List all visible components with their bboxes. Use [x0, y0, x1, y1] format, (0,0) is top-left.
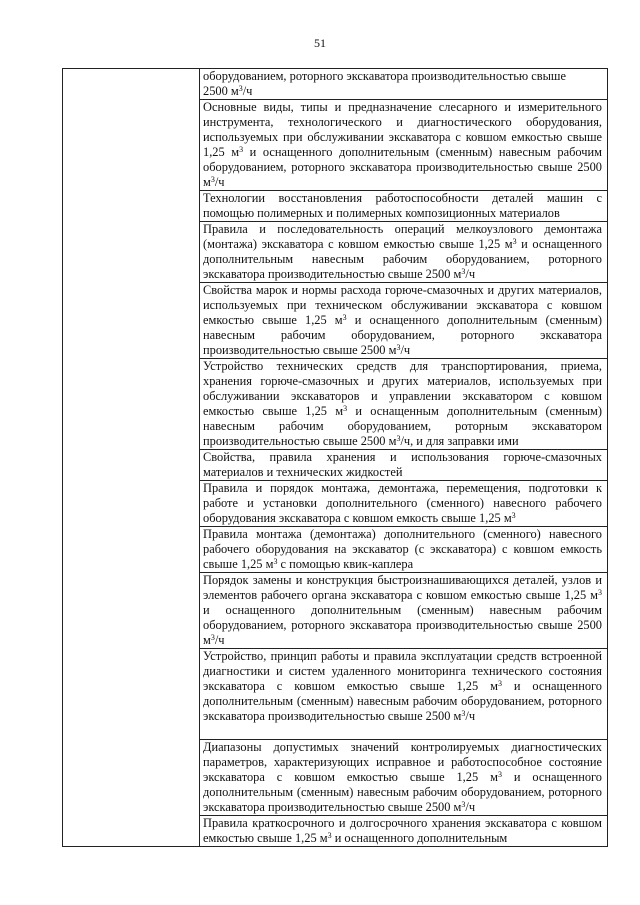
cell-line: 2500 $м^3/ч$ — [203, 83, 253, 98]
cell-line: оборудованием, роторного экскаватора производительностью свыше — [203, 69, 566, 83]
table-cell: Диапазоны допустимых значений контролируемых диагностических параметров, характеризующих исправное и работоспособное состояние экскаватора с ковшом емкостью свыше 1,25 $м^3$ и оснащенного дополнительным (сменным) навесным рабочим оборудованием, роторного экскаватора производительностью свыше 2500 $м^3/ч$ — [200, 740, 608, 816]
table-cell: Правила краткосрочного и долгосрочного хранения экскаватора с ковшом емкостью свыше 1,25 $м^3$ и оснащенного дополнительным — [200, 816, 608, 847]
table-cell: Свойства, правила хранения и использования горюче-смазочных материалов и технических жидкостей — [200, 450, 608, 481]
table-row — [63, 69, 608, 100]
table-cell: Устройство технических средств для транспортирования, приема, хранения горюче-смазочных и других материалов, используемых при обслуживании экскаваторов и управлении экскаватором с ковшом емкостью свыше 1,25 $м^3$ и оснащенным дополнительным (сменным) навесным рабочим оборудованием, роторным экскаватором производительностью свыше 2500 $м^3/ч$, и для заправки ими — [200, 359, 608, 450]
requirement-label-cell — [63, 69, 200, 847]
table-cell: Технологии восстановления работоспособности деталей машин с помощью полимерных и полимерных композиционных материалов — [200, 191, 608, 222]
table-cell — [200, 69, 608, 100]
table-cell: Основные виды, типы и предназначение слесарного и измерительного инструмента, технологического и диагностического оборудования, используемых при обслуживании экскаватора с ковшом емкостью свыше 1,25 $м^3$ и оснащенного дополнительным (сменным) навесным рабочим оборудованием, роторного экскаватора производительностью свыше 2500 $м^3/ч$ — [200, 100, 608, 191]
page-number: 51 — [314, 36, 326, 50]
table-cell: Правила и порядок монтажа, демонтажа, перемещения, подготовки к работе и установки дополнительного (сменного) навесного рабочего оборудования экскаватора с ковшом емкость свыше 1,25 $м^3$ — [200, 481, 608, 527]
table-cell: Правила монтажа (демонтажа) дополнительного (сменного) навесного рабочего оборудования на экскаватор (с экскаватора) с ковшом емкость свыше 1,25 $м^3$ с помощью квик-каплера — [200, 527, 608, 573]
table-cell: Свойства марок и нормы расхода горюче-смазочных и других материалов, используемых при техническом обслуживании экскаватора с ковшом емкостью свыше 1,25 $м^3$ и оснащенного дополнительным (сменным) навесным рабочим оборудованием, роторного экскаватора производительностью свыше 2500 $м^3/ч$ — [200, 283, 608, 359]
knowledge-table — [62, 68, 608, 847]
table-cell: Устройство, принцип работы и правила эксплуатации средств встроенной диагностики и систем удаленного мониторинга технического состояния экскаватора с ковшом емкостью свыше 1,25 $м^3$ и оснащенного дополнительным (сменным) навесным рабочим оборудованием, роторного экскаватора производительностью свыше 2500 $м^3/ч$ — [200, 649, 608, 740]
table-cell: Порядок замены и конструкция быстроизнашивающихся деталей, узлов и элементов рабочего органа экскаватора с ковшом емкостью свыше 1,25 $м^3$ и оснащенного дополнительным (сменным) навесным рабочим оборудованием, роторного экскаватора производительностью свыше 2500 $м^3/ч$ — [200, 573, 608, 649]
table-cell: Правила и последовательность операций мелкоузлового демонтажа (монтажа) экскаватора с ковшом емкостью свыше 1,25 $м^3$ и оснащенного дополнительным навесным рабочим оборудованием, роторного экскаватора производительностью свыше 2500 $м^3/ч$ — [200, 222, 608, 283]
